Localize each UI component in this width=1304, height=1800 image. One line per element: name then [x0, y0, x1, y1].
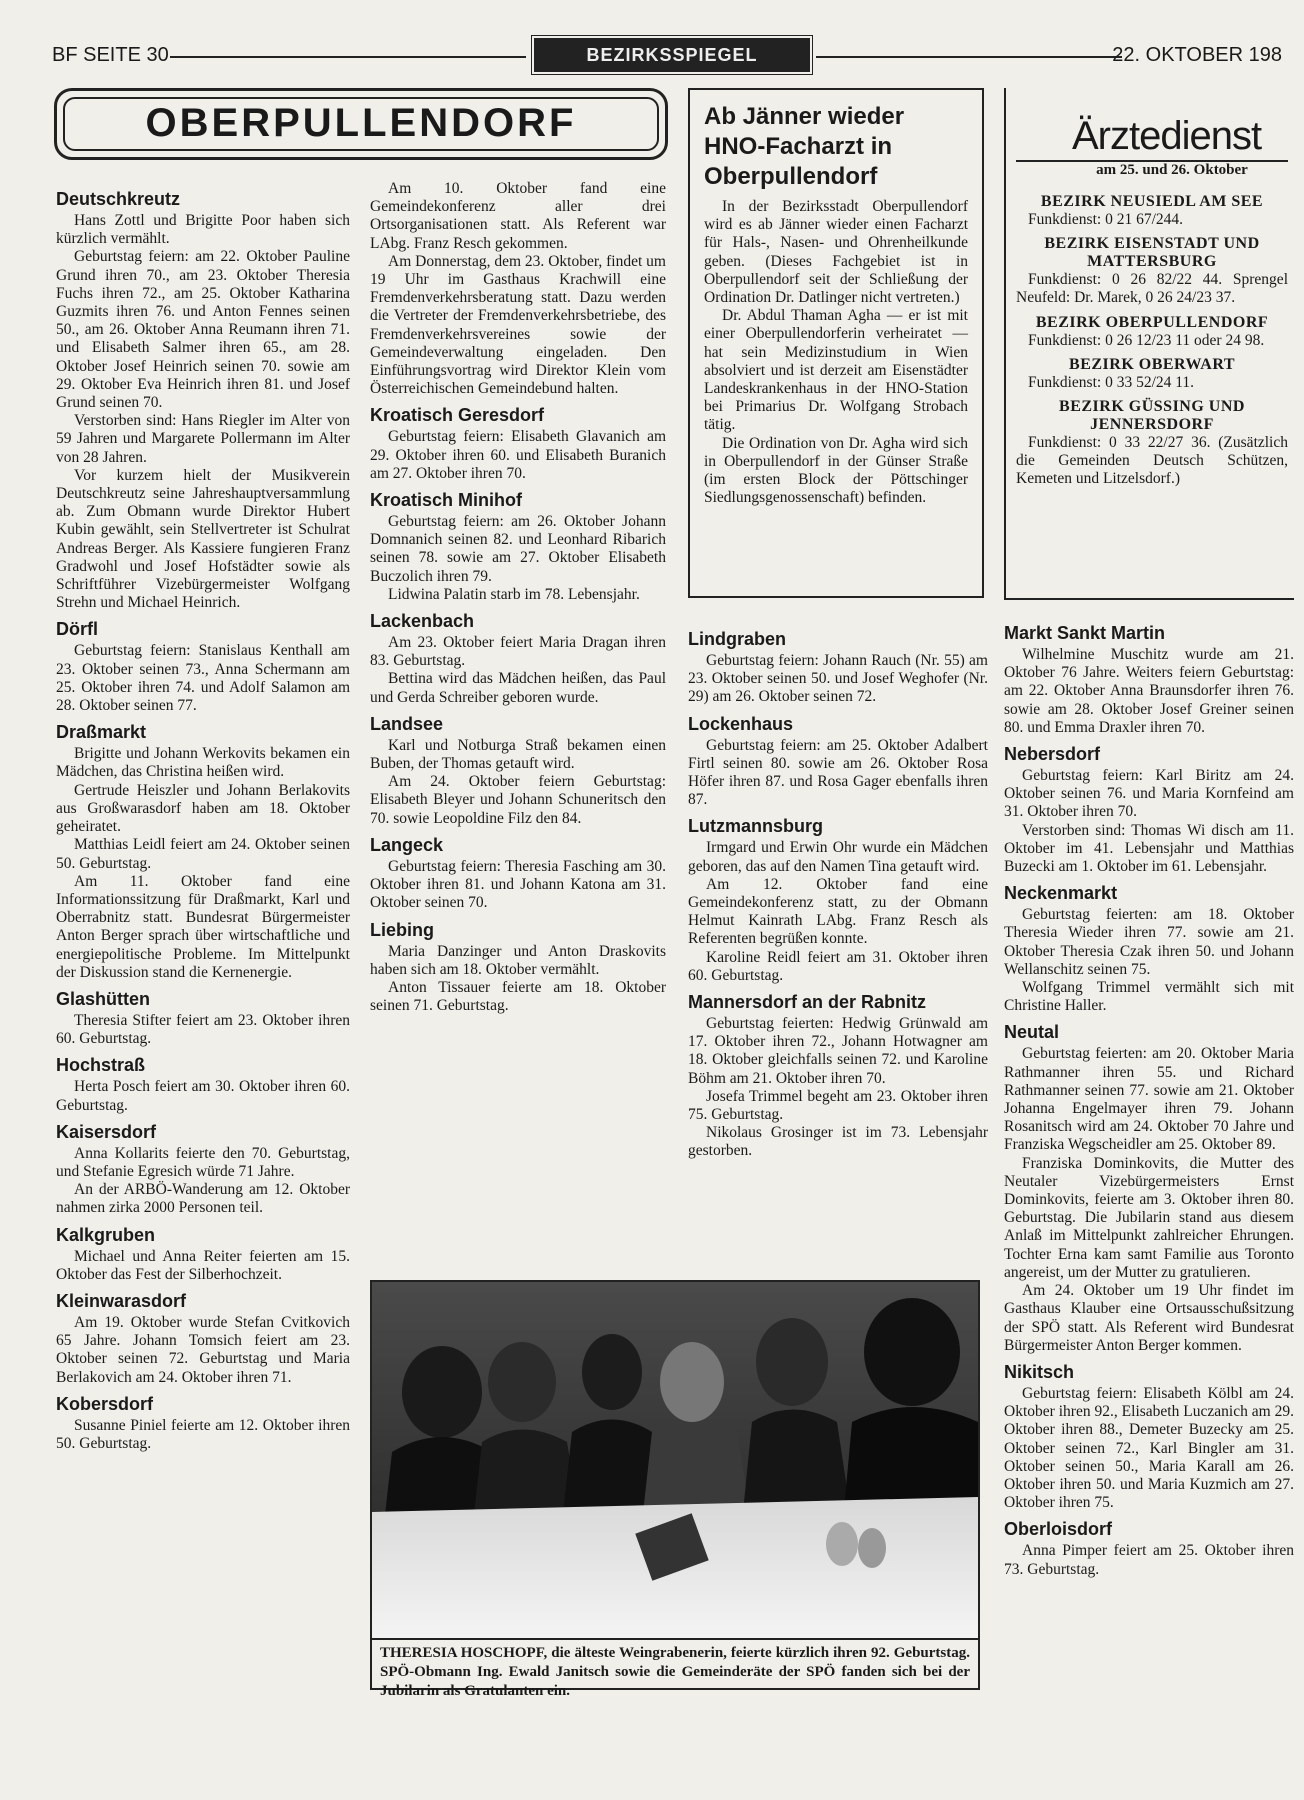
news-paragraph: Am 23. Oktober feiert Maria Dragan ihren 83. Geburtstag. — [370, 634, 666, 670]
hno-paragraph: Dr. Abdul Thaman Agha — er ist mit einer Oberpullendorferin verheiratet — hat sein Medizinstudium in Wien absolviert und ist derzeit am Eisenstädter Landeskrankenhaus in der HNO-Station bei Primarius Dr. Wolfgang Strobach tätig. — [704, 307, 968, 434]
district-name: BEZIRK GÜSSING UND JENNERSDORF — [1059, 398, 1245, 434]
district-name: BEZIRK OBERWART — [1069, 355, 1235, 373]
news-paragraph: Irmgard und Erwin Ohr wurde ein Mädchen geboren, das auf den Namen Tina getauft wird. — [688, 839, 988, 875]
photo-caption: THERESIA HOSCHOPF, die älteste Weingrabenerin, feierte kürzlich ihren 92. Geburtstag. SPÖ-Obmann Ing. Ewald Janitsch sowie die Gemeinderäte der SPÖ fanden sich bei der Jubilarin als Gratulanten ein. — [370, 1640, 980, 1690]
news-paragraph: Franziska Dominkovits, die Mutter des Neutaler Vizebürgermeisters Ernst Dominkovits, feierte am 3. Oktober ihren 80. Geburtstag. Die Jubilarin stand aus diesem Anlaß im Mittelpunkt zahlreicher Ehrungen. Tochter Erna kam samt Familie aus Toronto angereist, um der Mutter zu gratulieren. — [1004, 1154, 1294, 1281]
news-paragraph: Verstorben sind: Hans Riegler im Alter von 59 Jahren und Margarete Pollermann im Alter von 28 Jahren. — [56, 412, 350, 466]
hno-paragraph: Die Ordination von Dr. Agha wird sich in Oberpullendorf in der Günser Straße (im ersten Block der Pöttschinger Siedlungsgenossenschaft) befinden. — [704, 434, 968, 507]
news-paragraph: Lidwina Palatin starb im 78. Lebensjahr. — [388, 585, 640, 603]
locality-heading: Kroatisch Minihof — [370, 490, 522, 511]
news-paragraph: Anton Tissauer feierte am 18. Oktober seinen 71. Geburtstag. — [370, 978, 666, 1015]
news-paragraph: An der ARBÖ-Wanderung am 12. Oktober nahmen zirka 2000 Personen teil. — [56, 1181, 350, 1217]
district-name: BEZIRK EISENSTADT UND MATTERSBURG — [1044, 235, 1260, 271]
locality-heading: Oberloisdorf — [1004, 1519, 1113, 1540]
aerztedienst-title: Ärztedienst — [1072, 114, 1262, 158]
news-paragraph: Anna Pimper feiert am 25. Oktober ihren 73. Geburtstag. — [1004, 1542, 1294, 1578]
news-paragraph: Geburtstag feierten: am 18. Oktober Theresia Wieder ihren 77. sowie am 21. Oktober Theresia Czak ihren 50. und Johann Wellanschitz seinen 75. — [1004, 906, 1294, 978]
news-photo — [370, 1280, 980, 1640]
locality-heading: Lackenbach — [370, 611, 475, 632]
news-paragraph: Verstorben sind: Thomas Wi disch am 11. Oktober im 41. Lebensjahr und Matthias Buzecki am 1. Oktober im 61. Lebensjahr. — [1004, 821, 1294, 876]
photo-group-image — [372, 1282, 978, 1638]
news-paragraph: Am 19. Oktober wurde Stefan Cvitkovich 65 Jahre. Johann Tomsich feiert am 23. Oktober seinen 72. Geburtstag und Maria Berlakovich am 24. Oktober ihren 71. — [56, 1313, 350, 1386]
news-paragraph: Am 10. Oktober fand eine Gemeindekonferenz aller drei Ortsorganisationen statt. Als Referent war LAbg. Franz Resch gekommen. — [370, 180, 666, 252]
news-paragraph: Am 24. Oktober feiern Geburtstag: Elisabeth Bleyer und Johann Schuneritsch den 70. sowie Leopoldine Filz den 84. — [370, 773, 666, 827]
locality-heading: Nebersdorf — [1004, 744, 1101, 765]
news-paragraph: Geburtstag feiern: Johann Rauch (Nr. 55) am 23. Oktober seinen 50. und Josef Weghofer (Nr. 29) am 26. Oktober seinen 72. — [688, 652, 988, 706]
news-paragraph: Brigitte und Johann Werkovits bekamen ein Mädchen, das Christina heißen wird. — [56, 745, 350, 781]
aerztedienst-dates: am 25. und 26. Oktober — [1096, 162, 1248, 178]
page-number: BF SEITE 30 — [52, 44, 169, 66]
district-info: Funkdienst: 0 33 52/24 11. — [1028, 373, 1195, 391]
column-1 — [56, 182, 350, 1453]
title-underline — [1016, 160, 1288, 162]
district-name: BEZIRK OBERPULLENDORF — [1035, 313, 1269, 331]
news-paragraph: Susanne Piniel feierte am 12. Oktober ihren 50. Geburtstag. — [56, 1416, 350, 1452]
locality-heading: Langeck — [370, 834, 444, 855]
locality-heading: Markt Sankt Martin — [1004, 623, 1166, 643]
news-paragraph: Geburtstag feierten: Hedwig Grünwald am 17. Oktober ihren 72., Johann Hotwagner am 18. Oktober gleichfalls seinen 72. und Karoline Böhm am 21. Oktober ihren 70. — [688, 1015, 988, 1087]
aerztedienst-box — [1004, 88, 1294, 600]
district-title: OBERPULLENDORF — [63, 97, 659, 151]
news-paragraph: Am 11. Oktober fand eine Informationssitzung für Draßmarkt, Karl und Oberrabnitz statt. Bundesrat Bürgermeister Anton Berger sprach über wirtschaftliche und energiepolitische Probleme. Im Mittelpunkt der Diskussion stand die Kernenergie. — [56, 872, 350, 981]
issue-date: 22. OKTOBER 198 — [1112, 44, 1282, 66]
locality-heading: Liebing — [370, 919, 434, 940]
district-info: Funkdienst: 0 33 22/27 36. (Zusätzlich die Gemeinden Deutsch Schützen, Kemeten und Litzelsdorf.) — [1016, 434, 1288, 488]
news-paragraph: Geburtstag feiern: am 26. Oktober Johann Domnanich seinen 82. und Leonhard Ribarich seinen 78. sowie am 27. Oktober Elisabeth Buczolich ihren 79. — [370, 513, 666, 585]
locality-heading: Kobersdorf — [56, 1393, 154, 1414]
news-paragraph: Josefa Trimmel begeht am 23. Oktober ihren 75. Geburtstag. — [688, 1087, 988, 1124]
locality-heading: Mannersdorf an der Rabnitz — [688, 992, 927, 1013]
header-rule-right — [816, 56, 1122, 58]
column-3 — [688, 622, 988, 1161]
locality-heading: Kleinwarasdorf — [56, 1290, 187, 1311]
news-paragraph: Nikolaus Grosinger ist im 73. Lebensjahr gestorben. — [688, 1124, 988, 1160]
column-4 — [1004, 616, 1294, 1579]
news-paragraph: Karoline Reidl feiert am 31. Oktober ihren 60. Geburtstag. — [688, 948, 988, 984]
locality-heading: Kalkgruben — [56, 1224, 156, 1245]
news-paragraph: Geburtstag feiern: Elisabeth Glavanich am 29. Oktober ihren 60. und Elisabeth Buranich am 27. Oktober ihren 70. — [370, 428, 666, 482]
locality-heading: Dörfl — [56, 619, 98, 640]
locality-heading: Lutzmannsburg — [688, 816, 823, 837]
news-paragraph: Maria Danzinger und Anton Draskovits haben sich am 18. Oktober vermählt. — [370, 942, 666, 978]
news-paragraph: Wilhelmine Muschitz wurde am 21. Oktober 76 Jahre. Weiters feiern Geburtstag: am 22. Oktober Anna Braunsdorfer ihren 76. sowie am 28. Oktober Josef Greiner seinen 80. und Emma Draxler ihren 70. — [1004, 646, 1294, 736]
locality-heading: Landsee — [370, 713, 444, 734]
locality-heading: Lindgraben — [688, 629, 786, 649]
news-paragraph: Geburtstag feierten: am 20. Oktober Maria Rathmanner ihren 55. und Richard Rathmanner seinen 77. sowie am 21. Oktober Johanna Engelmayer ihren 79. Johann Rosanitsch wird am 24. Oktober 70 Jahre und Franziska Wegscheidler am 25. Oktober 89. — [1004, 1045, 1294, 1154]
news-paragraph: Theresia Stifter feiert am 23. Oktober ihren 60. Geburtstag. — [56, 1011, 350, 1048]
news-paragraph: Geburtstag feiern: am 22. Oktober Pauline Grund ihren 70., am 23. Oktober Theresia Fuchs ihren 72., am 25. Oktober Katharina Guzmits ihren 76. und Anton Fennes seinen 50., am 26. Oktober Anna Reumann ihren 71. und Elisabeth Salmer ihren 65., am 28. Oktober Josef Heinrich seinen 70. sowie am 29. Oktober Eva Heinrich ihren 81. und Josef Grund seinen 70. — [56, 248, 350, 412]
locality-heading: Draßmarkt — [56, 722, 147, 743]
district-info: Funkdienst: 0 26 82/22 44. Sprengel Neufeld: Dr. Marek, 0 26 24/23 37. — [1016, 271, 1288, 307]
hno-headline: Ab Jänner wieder HNO-Facharzt in Oberpullendorf — [704, 103, 905, 190]
news-paragraph: Geburtstag feiern: Stanislaus Kenthall am 23. Oktober seinen 73., Anna Schermann am 25. Oktober ihren 74. und Adolf Salamon am 28. Oktober seinen 77. — [56, 642, 350, 715]
aerztedienst-title-area — [1016, 88, 1288, 166]
news-paragraph: Wolfgang Trimmel vermählt sich mit Christine Haller. — [1004, 979, 1294, 1015]
district-title-box — [54, 88, 668, 160]
section-tag: BEZIRKSSPIEGEL — [534, 38, 810, 72]
news-paragraph: Karl und Notburga Straß bekamen einen Buben, der Thomas getauft wird. — [370, 736, 666, 773]
locality-heading: Hochstraß — [56, 1055, 146, 1076]
locality-heading: Deutschkreutz — [56, 189, 181, 209]
locality-heading: Glashütten — [56, 988, 151, 1009]
locality-heading: Kaisersdorf — [56, 1121, 157, 1142]
locality-heading: Neutal — [1004, 1022, 1060, 1043]
locality-heading: Nikitsch — [1004, 1361, 1075, 1382]
header-rule-left — [170, 56, 526, 58]
locality-heading: Neckenmarkt — [1004, 883, 1118, 904]
district-name: BEZIRK NEUSIEDL AM SEE — [1040, 193, 1264, 210]
news-paragraph: Am 24. Oktober um 19 Uhr findet im Gasthaus Klauber eine Ortsausschußsitzung der SPÖ statt. Als Referent wird Bundesrat Bürgermeister Anton Berger kommen. — [1004, 1282, 1294, 1354]
news-paragraph: Gertrude Heiszler und Johann Berlakovits aus Großwarasdorf haben am 18. Oktober geheiratet. — [56, 781, 350, 836]
locality-heading: Kroatisch Geresdorf — [370, 405, 545, 426]
news-paragraph: Hans Zottl und Brigitte Poor haben sich kürzlich vermählt. — [56, 212, 350, 248]
column-2 — [370, 180, 666, 1015]
news-paragraph: Geburtstag feiern: Karl Biritz am 24. Oktober seinen 76. und Maria Kornfeind am 31. Oktober ihren 70. — [1004, 767, 1294, 821]
hno-article-box — [688, 88, 984, 598]
news-paragraph: Geburtstag feiern: am 25. Oktober Adalbert Firtl seinen 80. sowie am 26. Oktober Rosa Höfer ihren 87. und Rosa Gager ebenfalls ihren 87. — [688, 736, 988, 809]
page-header — [52, 38, 1282, 72]
district-info: Funkdienst: 0 26 12/23 11 oder 24 98. — [1028, 331, 1265, 349]
news-paragraph: Anna Kollarits feierte den 70. Geburtstag, und Stefanie Egresich würde 71 Jahre. — [56, 1144, 350, 1180]
news-paragraph: Michael und Anna Reiter feierten am 15. Oktober das Fest der Silberhochzeit. — [56, 1247, 350, 1283]
district-info: Funkdienst: 0 21 67/244. — [1028, 211, 1184, 228]
news-paragraph: Herta Posch feiert am 30. Oktober ihren 60. Geburtstag. — [56, 1078, 350, 1114]
locality-heading: Lockenhaus — [688, 713, 794, 734]
news-paragraph: Am Donnerstag, dem 23. Oktober, findet um 19 Uhr im Gasthaus Krachwill eine Fremdenverkehrsberatung statt. Dazu werden die Vertreter der Fremdenverkehrsbetriebe, des Fremdenverkehrsvereines sowie der Gemeindeverwaltung eingeladen. Den Einführungsvortrag wird Direktor Klein vom Österreichischen Gemeindebund halten. — [370, 252, 666, 398]
news-paragraph: Am 12. Oktober fand eine Gemeindekonferenz statt, zu der Obmann Helmut Kainrath LAbg. Franz Resch als Referenten begrüßen konnte. — [688, 875, 988, 948]
news-paragraph: Geburtstag feiern: Theresia Fasching am 30. Oktober ihren 81. und Johann Katona am 31. Oktober seinen 70. — [370, 857, 666, 912]
news-paragraph: Bettina wird das Mädchen heißen, das Paul und Gerda Schreiber geboren wurde. — [370, 670, 666, 706]
news-paragraph: Geburtstag feiern: Elisabeth Kölbl am 24. Oktober ihren 92., Elisabeth Luczanich am 29. Oktober ihren 88., Demeter Buzecky am 25. Oktober seinen 72., Karl Bingler am 31. Oktober seinen 50., Maria Karall am 26. Oktober ihren 50. und Maria Kuzmich am 27. Oktober ihren 75. — [1004, 1384, 1294, 1512]
news-paragraph: Matthias Leidl feiert am 24. Oktober seinen 50. Geburtstag. — [56, 836, 350, 872]
news-paragraph: Vor kurzem hielt der Musikverein Deutschkreutz seine Jahreshauptversammlung ab. Zum Obmann wurde Direktor Hubert Kubin gewählt, sein Stellvertreter ist Schulrat Andreas Berger. Als Kassiere fungieren Franz Gradwohl und Josef Hofstädter sowie als Schriftführer Vizebürgermeister Wolfgang Strehn und Michael Heinrich. — [56, 466, 350, 612]
hno-paragraph: In der Bezirksstadt Oberpullendorf wird es ab Jänner wieder einen Facharzt für Hals-, Nasen- und Ohrenheilkunde geben. (Dieses Fachgebiet ist in Oberpullendorf seit der Schließung der Ordination Dr. Datlinger nicht vertreten.) — [704, 198, 968, 307]
